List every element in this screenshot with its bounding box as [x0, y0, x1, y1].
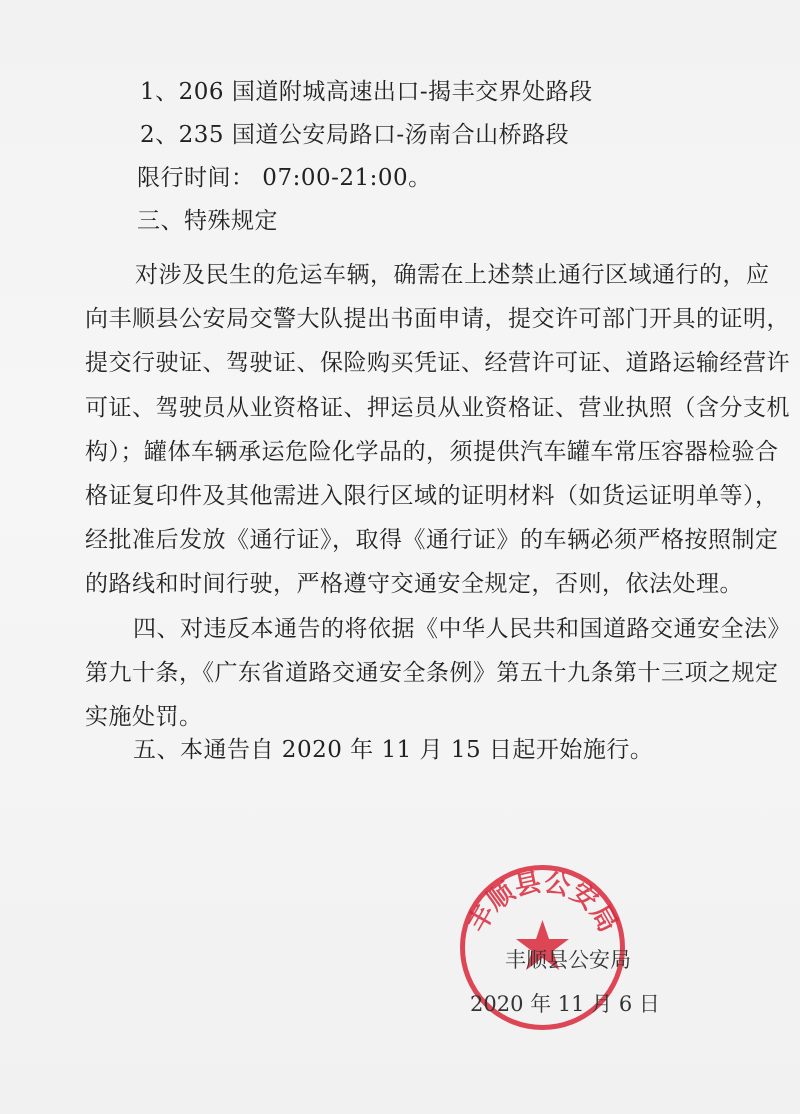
- route-1: 1、206 国道附城高速出口-揭丰交界处路段: [140, 79, 593, 105]
- para3-line: 向丰顺县公安局交警大队提出书面申请，提交许可部门开具的证明，: [85, 306, 790, 332]
- seal-text: 丰顺县公安局: [462, 867, 623, 938]
- para3-line: 提交行驶证、驾驶证、保险购买凭证、经营许可证、道路运输经营许: [85, 350, 790, 376]
- para3-line: 可证、驾驶员从业资格证、押运员从业资格证、营业执照（含分支机: [85, 395, 790, 421]
- signature-date: 2020 年 11 月 6 日: [470, 992, 660, 1016]
- section-3-title: 三、特殊规定: [137, 208, 278, 234]
- restriction-time: 限行时间： 07:00-21:00。: [137, 165, 432, 191]
- para3-line: 构）；罐体车辆承运危险化学品的，须提供汽车罐车常压容器检验合: [85, 439, 779, 465]
- para3-line: 格证复印件及其他需进入限行区域的证明材料（如货运证明单等），: [85, 483, 779, 509]
- route-2: 2、235 国道公安局路口-汤南合山桥路段: [140, 122, 570, 148]
- para4-line: 第九十条，《广东省道路交通安全条例》第五十九条第十三项之规定: [85, 660, 779, 686]
- signature-org: 丰顺县公安局: [505, 948, 631, 972]
- para4-line: 实施处罚。: [85, 704, 203, 730]
- para4-line: 四、对违反本通告的将依据《中华人民共和国道路交通安全法》: [133, 616, 791, 642]
- para3-line: 经批准后发放《通行证》，取得《通行证》的车辆必须严格按照制定: [85, 527, 779, 553]
- para3-line: 的路线和时间行驶，严格遵守交通安全规定，否则，依法处理。: [85, 571, 743, 597]
- para3-line: 对涉及民生的危运车辆，确需在上述禁止通行区域通行的，应: [135, 262, 770, 288]
- para5: 五、本通告自 2020 年 11 月 15 日起开始施行。: [133, 737, 654, 763]
